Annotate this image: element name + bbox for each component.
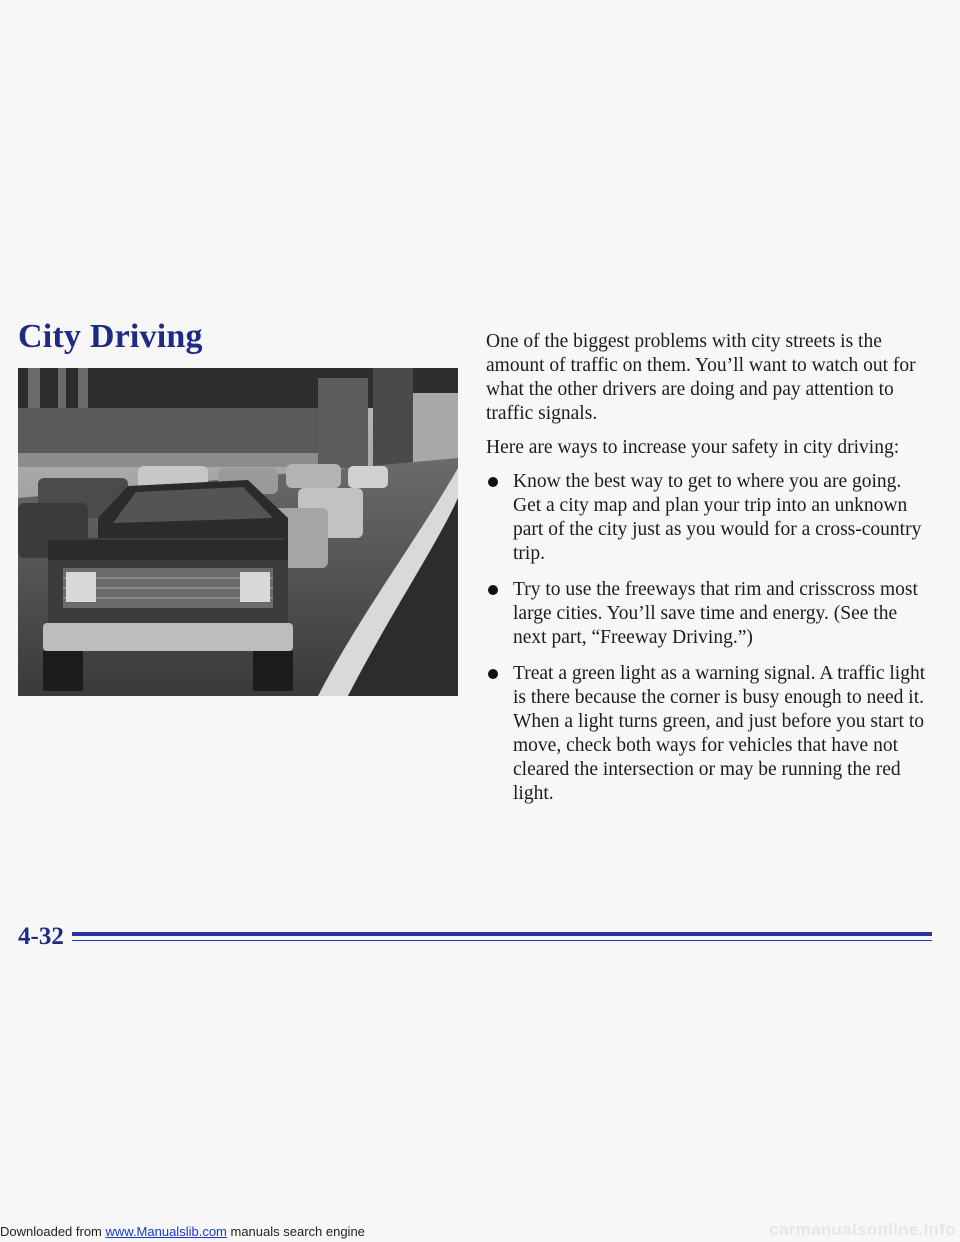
list-item-text: Treat a green light as a warning signal. A traffic light is there because the corner is busy enough to need it. When a light turns green, and just before you start to move, check both ways for vehicles that have not cleared the intersection or may be running the red light. [513,663,926,804]
lead-paragraph: Here are ways to increase your safety in city driving: [486,437,900,458]
footer-suffix: manuals search engine [226,1224,365,1239]
list-item [486,578,926,650]
footer-prefix: Downloaded from [0,1224,106,1239]
watermark: carmanualsonline.info [769,1220,956,1239]
footer-rule [72,932,932,936]
traffic-photo [18,368,458,696]
body-text [486,330,926,818]
bullet-icon [488,585,498,595]
list-item-text: Try to use the freeways that rim and crisscross most large cities. You’ll save time and energy. (See the next part, “Freeway Driving.”) [513,579,918,648]
page-number: 4-32 [18,923,64,950]
list-item [486,470,926,566]
intro-paragraph: One of the biggest problems with city streets is the amount of traffic on them. You’ll want to watch out for what the other drivers are doing and pay attention to traffic signals. [486,331,916,424]
manualslib-link[interactable]: www.Manualslib.com [105,1224,227,1239]
footer-rule-thin [72,940,932,941]
bullet-icon [488,477,498,487]
bullet-icon [488,669,498,679]
list-item [486,662,926,806]
download-footer [0,1224,365,1239]
page-title: City Driving [18,318,203,355]
tips-list [486,470,926,806]
traffic-photo-graphic [18,368,458,696]
list-item-text: Know the best way to get to where you are going. Get a city map and plan your trip into an unknown part of the city just as you would for a cross-country trip. [513,471,922,564]
